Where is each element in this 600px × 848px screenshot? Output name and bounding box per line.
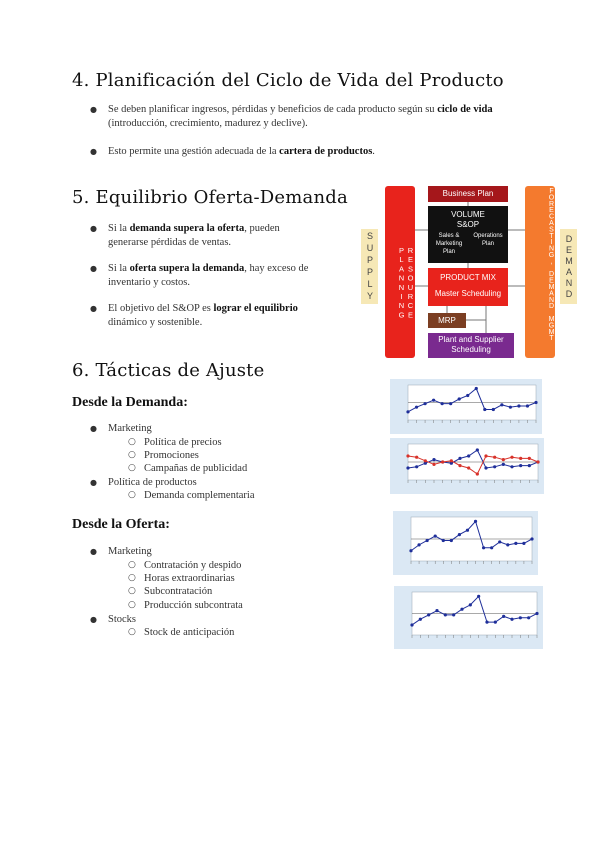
volume-label: VOLUME <box>451 210 485 219</box>
data-point <box>406 454 409 457</box>
sub-bullet-marker: ○ <box>128 560 136 570</box>
section-4-bullet-1: Se deben planificar ingresos, pérdidas y beneficios de cada producto según su ciclo de vida (introducción, crecimiento, madurez y declive). <box>108 104 493 129</box>
data-point <box>466 529 469 532</box>
data-point <box>406 410 409 413</box>
data-point <box>441 402 444 405</box>
adjust-chart-4 <box>394 586 543 649</box>
bullet-marker: ● <box>90 304 97 313</box>
data-point <box>528 464 531 467</box>
data-point <box>476 472 479 475</box>
data-point <box>410 623 413 626</box>
data-point <box>493 465 496 468</box>
data-point <box>530 537 533 540</box>
data-point <box>510 618 513 621</box>
bullet-marker: ● <box>90 264 97 273</box>
supply-sub-item: Producción subcontrata <box>144 600 243 611</box>
data-point <box>528 457 531 460</box>
data-point <box>458 397 461 400</box>
data-point <box>536 460 539 463</box>
product-mix-label: PRODUCT MIX <box>440 273 496 282</box>
data-point <box>514 542 517 545</box>
chart-2-svg <box>390 438 544 494</box>
data-point <box>415 406 418 409</box>
supply-sub-item: Subcontratación <box>144 586 213 597</box>
data-point <box>510 465 513 468</box>
data-point <box>494 621 497 624</box>
data-point <box>449 402 452 405</box>
data-point <box>467 454 470 457</box>
sub-bullet-marker: ○ <box>128 463 136 473</box>
data-point <box>519 464 522 467</box>
supply-subheading: Desde la Oferta: <box>72 517 170 532</box>
supply-sub-item: Contratación y despido <box>144 560 242 571</box>
bullet-marker: ● <box>90 147 97 156</box>
sop-label: S&OP <box>456 220 480 229</box>
demand-tab: DEMAND <box>560 229 577 304</box>
sub-bullet-marker: ○ <box>128 490 136 500</box>
data-point <box>517 404 520 407</box>
supply-item-stocks: Stocks <box>108 614 137 625</box>
data-point <box>519 616 522 619</box>
data-point <box>424 459 427 462</box>
sub-bullet-marker: ○ <box>128 627 136 637</box>
adjust-chart-2 <box>390 438 544 494</box>
data-point <box>434 534 437 537</box>
supply-item-marketing: Marketing <box>108 546 152 557</box>
data-point <box>415 465 418 468</box>
data-point <box>498 540 501 543</box>
data-point <box>426 539 429 542</box>
data-point <box>452 613 455 616</box>
data-point <box>506 543 509 546</box>
data-point <box>458 457 461 460</box>
business-plan-box: Business Plan <box>428 186 508 202</box>
data-point <box>458 533 461 536</box>
data-point <box>482 546 485 549</box>
demand-item-product-policy: Política de productos <box>108 477 197 488</box>
data-point <box>534 401 537 404</box>
data-point <box>502 458 505 461</box>
data-point <box>502 615 505 618</box>
adjust-chart-1 <box>390 379 542 434</box>
data-point <box>502 463 505 466</box>
data-point <box>490 546 493 549</box>
data-point <box>477 595 480 598</box>
resource-planning-column: RESOURCE PLANNING <box>385 186 415 358</box>
sales-marketing-plan-label: Sales & Marketing Plan <box>435 233 463 255</box>
adjust-chart-3 <box>393 511 538 575</box>
data-point <box>450 539 453 542</box>
data-point <box>415 456 418 459</box>
data-point <box>435 609 438 612</box>
section-5-bullet-1: Si la demanda supera la oferta, pueden generarse pérdidas de ventas. <box>108 223 280 248</box>
data-point <box>450 459 453 462</box>
supply-sub-item: Stock de anticipación <box>144 627 235 638</box>
supply-tab: SUPPLY <box>361 229 378 304</box>
plant-supplier-box: Plant and Supplier Scheduling <box>428 333 514 358</box>
data-point <box>432 399 435 402</box>
data-point <box>492 408 495 411</box>
supply-sub-item: Horas extraordinarias <box>144 573 235 584</box>
data-point <box>419 618 422 621</box>
data-point <box>467 466 470 469</box>
sub-bullet-marker: ○ <box>128 600 136 610</box>
sub-bullet-marker: ○ <box>128 586 136 596</box>
demand-subheading: Desde la Demanda: <box>72 395 188 410</box>
sub-bullet-marker: ○ <box>128 450 136 460</box>
data-point <box>474 520 477 523</box>
master-scheduling-label: Master Scheduling <box>434 289 502 298</box>
data-point <box>458 464 461 467</box>
bullet-marker: ● <box>90 615 97 624</box>
data-point <box>509 406 512 409</box>
data-point <box>409 549 412 552</box>
bullet-marker: ● <box>90 478 97 487</box>
data-point <box>519 457 522 460</box>
data-point <box>484 454 487 457</box>
data-point <box>469 603 472 606</box>
chart-1-svg <box>390 379 542 434</box>
data-point <box>527 616 530 619</box>
section-5-bullet-3: El objetivo del S&OP es lograr el equilibrio dinámico y sostenible. <box>108 303 298 328</box>
data-point <box>485 621 488 624</box>
data-point <box>427 613 430 616</box>
data-point <box>475 387 478 390</box>
data-point <box>460 608 463 611</box>
section-4-heading: 4. Planificación del Ciclo de Vida del Producto <box>72 70 504 91</box>
data-point <box>510 456 513 459</box>
data-point <box>442 539 445 542</box>
demand-sub-item: Promociones <box>144 450 199 461</box>
data-point <box>406 466 409 469</box>
bullet-marker: ● <box>90 547 97 556</box>
data-point <box>444 613 447 616</box>
mrp-box: MRP <box>428 313 466 328</box>
demand-sub-item: Demanda complementaria <box>144 490 255 501</box>
forecasting-column: FORECASTING, DEMAND MGMT <box>525 186 555 358</box>
section-4-bullet-2: Esto permite una gestión adecuada de la cartera de productos. <box>108 146 375 157</box>
data-point <box>500 403 503 406</box>
bullet-marker: ● <box>90 424 97 433</box>
data-point <box>484 466 487 469</box>
data-point <box>423 402 426 405</box>
data-point <box>522 542 525 545</box>
demand-sub-item: Política de precios <box>144 437 222 448</box>
data-point <box>466 394 469 397</box>
data-point <box>441 460 444 463</box>
chart-4-svg <box>394 586 543 649</box>
bullet-marker: ● <box>90 224 97 233</box>
data-point <box>493 456 496 459</box>
data-point <box>417 543 420 546</box>
chart-3-svg <box>393 511 538 575</box>
operations-plan-label: Operations Plan <box>473 233 503 247</box>
data-point <box>432 458 435 461</box>
bullet-marker: ● <box>90 105 97 114</box>
data-point <box>432 463 435 466</box>
section-6-heading: 6. Tácticas de Ajuste <box>72 360 265 381</box>
data-point <box>476 448 479 451</box>
data-point <box>526 404 529 407</box>
data-point <box>483 408 486 411</box>
volume-sop-box <box>428 206 508 263</box>
demand-item-marketing: Marketing <box>108 423 152 434</box>
sub-bullet-marker: ○ <box>128 437 136 447</box>
section-5-bullet-2: Si la oferta supera la demanda, hay exceso de inventario y costos. <box>108 263 309 288</box>
demand-sub-item: Campañas de publicidad <box>144 463 248 474</box>
sub-bullet-marker: ○ <box>128 573 136 583</box>
section-5-heading: 5. Equilibrio Oferta-Demanda <box>72 187 348 208</box>
data-point <box>535 612 538 615</box>
product-mix-box <box>428 268 508 306</box>
